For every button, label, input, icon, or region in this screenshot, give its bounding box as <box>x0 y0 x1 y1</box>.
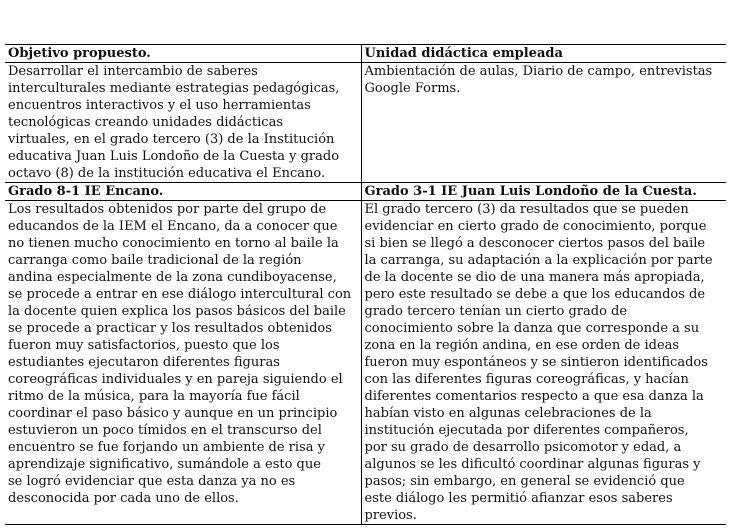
didactic-unit-text: Ambientación de aulas, Diario de campo, entrevistas Google Forms. <box>361 63 726 183</box>
objective-text: Desarrollar el intercambio de saberes interculturales mediante estrategias pedagógicas, encuentros interactivos y el uso herramientas tecnológicas creando unidades didácticas virtuales, en el grado tercero (3) de la Institución educativa Juan Luis Londoño de la Cuesta y grado octavo (8) de la institución educativa el Encano. <box>8 64 340 181</box>
header-grade-3: Grado 3-1 IE Juan Luis Londoño de la Cuesta. <box>361 183 726 201</box>
header-didactic-unit: Unidad didáctica empleada <box>361 45 726 63</box>
header-objective: Objetivo propuesto. <box>5 45 361 63</box>
grade-3-results-text: El grado tercero (3) da resultados que se pueden evidenciar en cierto grado de conocimiento, porque si bien se llegó a desconocer ciertos pasos del baile la carranga, su adaptación a la explicación por parte de la docente se dio de una manera más apropiada, pero este resultado se debe a que los educandos de grado tercero tenían un cierto grado de conocimiento sobre la danza que corresponde a su zona en la región andina, en ese orden de ideas fueron muy espontáneos y se sintieron identificados con las diferentes figuras coreográficas, y hacían diferentes comentarios respecto a que esa danza la habían visto en algunas celebraciones de la institución ejecutada por diferentes compañeros, por su grado de desarrollo psicomotor y edad, a algunos se les dificultó coordinar algunas figuras y pasos; sin embargo, en general se evidenció que este diálogo les permitió afianzar esos saberes previos. <box>361 201 726 525</box>
table-row <box>5 201 726 525</box>
header-grade-8: Grado 8-1 IE Encano. <box>5 183 361 201</box>
grade-8-results-text: Los resultados obtenidos por parte del grupo de educandos de la IEM el Encano, da a conocer que no tienen mucho conocimiento en torno al baile la carranga como baile tradicional de la región andina especialmente de la zona cundiboyacense, se procede a entrar en ese diálogo intercultural con la docente quien explica los pasos básicos del baile se procede a practicar y los resultados obtenidos fueron muy satisfactorios, puesto que los estudiantes ejecutaron diferentes figuras coreográficas individuales y en pareja siguiendo el ritmo de la música, para la mayoría fue fácil coordinar el paso básico y aunque en un principio estuvieron un poco tímidos en el transcurso del encuentro se fue forjando un ambiente de risa y aprendizaje significativo, sumándole a esto que se logró evidenciar que esta danza ya no es desconocida por cada uno de ellos. <box>5 201 361 525</box>
results-table <box>5 44 726 525</box>
header-row-grades <box>5 183 726 201</box>
table-row <box>5 63 726 183</box>
header-row-objective <box>5 45 726 63</box>
